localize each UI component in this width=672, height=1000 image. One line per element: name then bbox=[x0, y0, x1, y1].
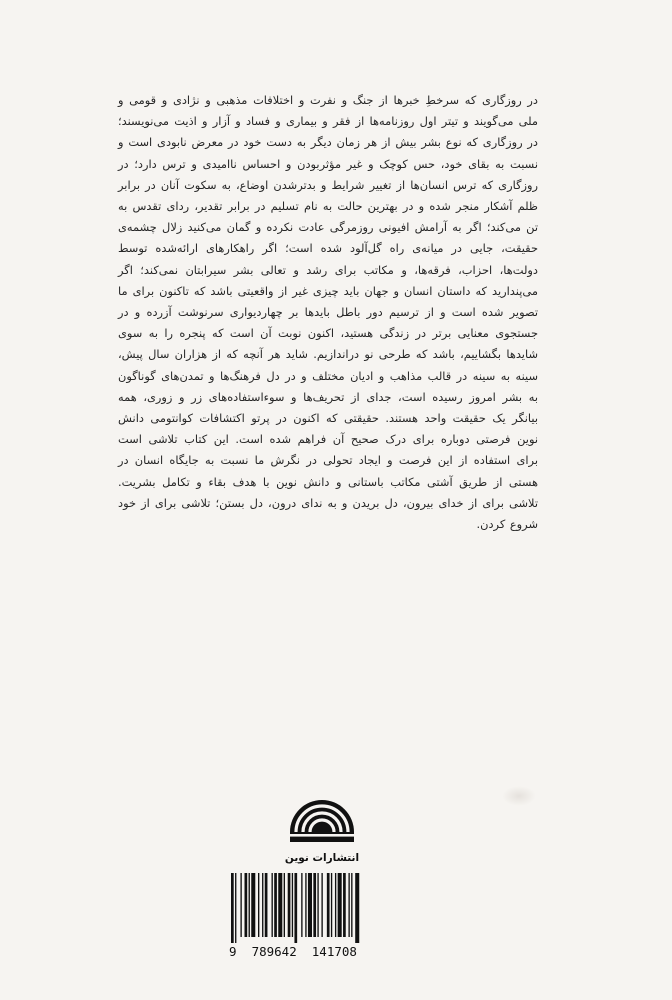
barcode-bar bbox=[231, 873, 234, 943]
barcode bbox=[229, 873, 413, 943]
barcode-bar bbox=[288, 873, 291, 937]
barcode-bar bbox=[351, 873, 352, 937]
barcode-bar bbox=[301, 873, 302, 937]
publisher-name: انتشارات نوین bbox=[284, 852, 360, 864]
barcode-bar bbox=[331, 873, 332, 937]
paper-stain bbox=[502, 786, 536, 806]
barcode-bar bbox=[355, 873, 359, 943]
barcode-bar bbox=[294, 873, 297, 943]
barcode-bar bbox=[251, 873, 255, 937]
barcode-bar bbox=[308, 873, 312, 937]
barcode-bar bbox=[272, 873, 273, 937]
barcode-bar bbox=[262, 873, 263, 937]
barcode-bar bbox=[240, 873, 241, 937]
barcode-bar bbox=[305, 873, 306, 937]
barcode-bar bbox=[343, 873, 346, 937]
barcode-bar bbox=[335, 873, 336, 937]
barcode-bar bbox=[245, 873, 248, 937]
barcode-bar bbox=[265, 873, 268, 937]
isbn-number: 9 789642 141708 bbox=[229, 944, 357, 959]
barcode-bar bbox=[338, 873, 342, 937]
barcode-bar bbox=[258, 873, 259, 937]
barcode-bar bbox=[327, 873, 330, 937]
barcode-bar bbox=[284, 873, 285, 937]
barcode-bar bbox=[274, 873, 277, 937]
barcode-bar bbox=[292, 873, 293, 937]
barcode-bar bbox=[278, 873, 282, 937]
barcode-bar bbox=[235, 873, 236, 943]
barcode-bar bbox=[313, 873, 316, 937]
blurb-text: در روزگاری که سرخطِ خبرها از جنگ و نفرت و اختلافات مذهبی و نژادی و قومی و ملی می‌گویند و تیتر اول روزنامه‌ها از فقر و بیماری و فساد و آزار و اذیت می‌نویسند؛ در روزگاری که نوع بشر بیش از هر زمان دیگر به دست خود در معرض نابودی است و نسبت به بقای خود، حس کوچک و غیر مؤثربودن و احساس ناامیدی و ترس دارد؛ در روزگاری که ترس انسان‌ها از تغییر شرایط و بدترشدن اوضاع، به سکوت آنان در برابر ظلم آشکار منجر شده و در بهترین حالت به نام تسلیم در برابر تقدیر، ردای تقدس به تن می‌کند؛ اگر به آرامش افیونی روزمرگی عادت نکرده و گمان می‌کنید زلال چشمه‌ی حقیقت، جایی در میانه‌ی راه گل‌آلود شده است؛ اگر راهکارهای ارائه‌شده توسط دولت‌ها، احزاب، فرقه‌ها، و مکاتب برای رشد و تعالی بشر سیرابتان نمی‌کند؛ اگر می‌پندارید که داستان انسان و جهان باید چیزی غیر از واقعیتی باشد که تاکنون برای ما تصویر شده است و از ترسیم دور باطل بایدها بر چهاردیواری سرنوشت آزرده و در جستجوی معنایی برتر در زندگی هستید، اکنون نوبت آن است که پنجره را به سوی شایدها بگشاییم، باشد که طرحی نو دراندازیم. شاید هر آنچه که از هزاران سال پیش، سینه به سینه در قالب مذاهب و ادیان مختلف و در دل فرهنگ‌ها و تمدن‌های گوناگون به بشر امروز رسیده است، جدای از تحریف‌ها و سوءاستفاده‌های زر و زوری، همه بیانگر یک حقیقت واحد هستند. حقیقتی که اکنون در پرتو اکتشافات کوانتومی دانش نوین فرصتی دوباره برای درک صحیح آن فراهم شده است. این کتاب تلاشی است برای استفاده از این فرصت و ایجاد تحولی در نگرش ما نسبت به جایگاه انسان در هستی از طریق آشتی مکاتب باستانی و دانش نوین با هدف بقاء و تکامل بشریت. تلاشی برای از خدای بیرون، دل بریدن و به ندای درون، دل بستن؛ تلاشی برای از خود شروع کردن. bbox=[118, 93, 538, 532]
barcode-bar bbox=[321, 873, 322, 937]
barcode-bar bbox=[249, 873, 250, 937]
barcode-bar bbox=[317, 873, 318, 937]
barcode-bar bbox=[348, 873, 349, 937]
